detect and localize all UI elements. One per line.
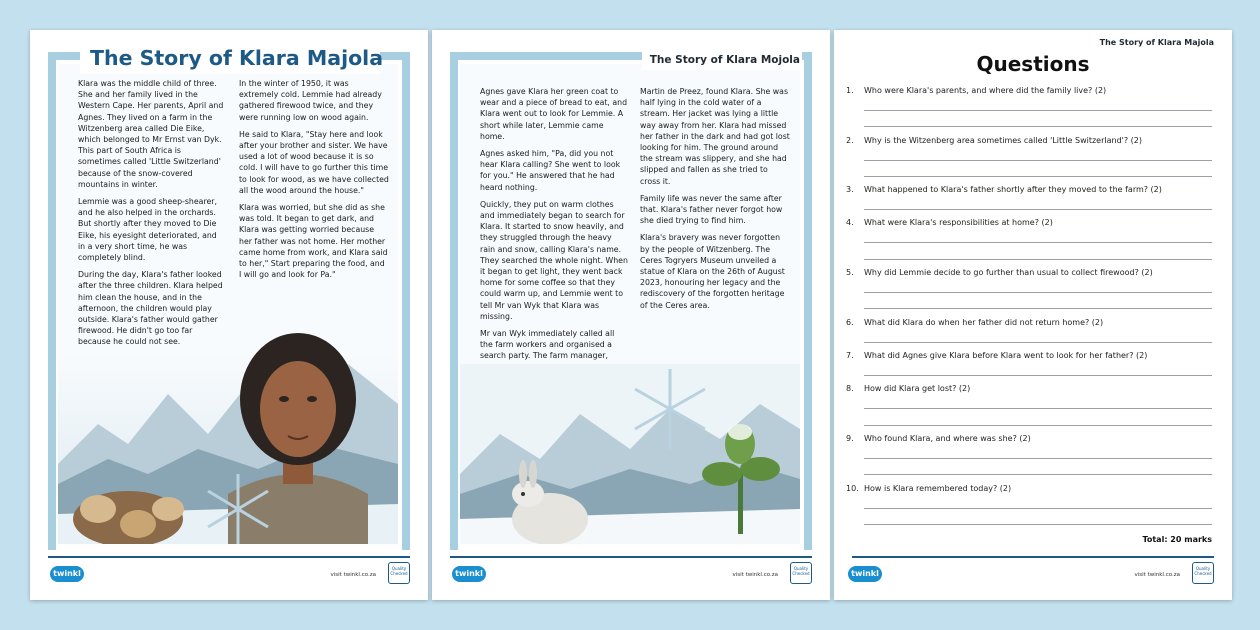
frame-strip [450,52,458,550]
question-text: What were Klara's responsibilities at home? (2) [864,218,1053,227]
question-text: How did Klara get lost? (2) [864,384,971,393]
question-text: How is Klara remembered today? (2) [864,484,1012,493]
question-number: 2. [846,136,854,145]
answer-line[interactable] [864,342,1212,343]
paragraph: Quickly, they put on warm clothes and immediately began to search for Klara. It started to snow heavily, and they struggled through the heavy rain and snow, calling Klara's name. They searched the whole night. When it began to get light, they went back home for some coffee so that they could warm up, and Lemmie went to tell Mr van Wyk that Klara was missing. [480,199,628,321]
question-text: What did Agnes give Klara before Klara went to look for her father? (2) [864,351,1148,360]
question-item [846,351,1212,360]
question-text: What did Klara do when her father did not return home? (2) [864,318,1104,327]
footer-link[interactable]: visit twinkl.co.za [330,572,376,578]
frame-strip [804,52,812,550]
left-column [480,86,628,368]
story-panel [460,64,800,544]
total-marks: Total: 20 marks [1142,535,1212,544]
question-text: Who found Klara, and where was she? (2) [864,434,1031,443]
question-number: 1. [846,86,854,95]
question-number: 10. [846,484,859,493]
twinkl-logo: twinkl [452,566,486,582]
answer-line[interactable] [864,474,1212,475]
answer-line[interactable] [864,458,1212,459]
question-number: 6. [846,318,854,327]
answer-line[interactable] [864,524,1212,525]
question-item [846,136,1212,145]
story-page-1 [30,30,428,600]
paragraph: Klara was the middle child of three. She and her family lived in the Western Cape. Her parents, April and Agnes. They lived on a farm in the Witzenberg area called Die Eike, which belonged to Mr Ernst van Dyk. This part of South Africa is sometimes called 'Little Switzerland' because of the snow-covered mountains in winter. [78,79,224,189]
quality-seal-icon: Quality Checked [1192,562,1214,584]
questions-page [834,30,1232,600]
paragraph: He said to Klara, "Stay here and look after your brother and sister. We have used a lot of wood because it is so cold. I will have to go further this time to look for wood, as we have collected all the wood around the house." [239,129,389,195]
question-number: 8. [846,384,854,393]
frame-strip [402,52,410,550]
answer-line[interactable] [864,176,1212,177]
answer-line[interactable] [864,110,1212,111]
quality-seal-icon: Quality Checked [388,562,410,584]
page-header: The Story of Klara Majola [1099,38,1214,47]
answer-line[interactable] [864,508,1212,509]
question-item [846,484,1212,493]
question-item [846,268,1212,277]
frame-strip [48,52,56,550]
twinkl-logo: twinkl [50,566,84,582]
answer-line[interactable] [864,308,1212,309]
question-text: What happened to Klara's father shortly after they moved to the farm? (2) [864,185,1162,194]
question-number: 4. [846,218,854,227]
question-number: 5. [846,268,854,277]
footer-divider [48,556,410,558]
paragraph: Martin de Preez, found Klara. She was half lying in the cold water of a stream. Her jacket was lying a little way away from her. Klara had missed her father in the dark and had got lost looking for him. The ground around the stream was slippery, and she had slipped and fallen as she tried to cross it. [640,87,790,186]
question-text: Who were Klara's parents, and where did the family live? (2) [864,86,1107,95]
left-column [78,78,226,354]
paragraph: Agnes gave Klara her green coat to wear and a piece of bread to eat, and Klara went out to look for Lemmie. A short while later, Lemmie came home. [480,87,628,141]
answer-line[interactable] [864,126,1212,127]
answer-line[interactable] [864,408,1212,409]
paragraph: Lemmie was a good sheep-shearer, and he also helped in the orchards. But shortly after they moved to Die Eike, his eyesight deteriorated, and in a very short time, he was completely blind. [78,197,217,263]
quality-seal-icon: Quality Checked [790,562,812,584]
answer-line[interactable] [864,259,1212,260]
footer-link[interactable]: visit twinkl.co.za [1134,572,1180,578]
paragraph: During the day, Klara's father looked after the three children. Klara helped him clean the house, and in the afternoon, the children would play outside. Klara's father would gather firewood. He didn't go too far because he could not see. [78,270,223,347]
answer-line[interactable] [864,375,1212,376]
page-title: The Story of Klara Majola [90,46,384,70]
twinkl-logo: twinkl [848,566,882,582]
question-text: Why did Lemmie decide to go further than usual to collect firewood? (2) [864,268,1153,277]
question-number: 9. [846,434,854,443]
footer-link[interactable]: visit twinkl.co.za [732,572,778,578]
paragraph: Agnes asked him, "Pa, did you not hear Klara calling? She went to look for you." He answered that he had heard nothing. [480,149,621,192]
question-number: 3. [846,185,854,194]
right-column [239,78,389,286]
question-item [846,434,1212,443]
paragraph: Family life was never the same after that. Klara's father never forgot how she died trying to find him. [640,193,783,226]
story-page-2 [432,30,830,600]
firewood-icon [73,491,184,544]
paragraph: Klara was worried, but she did as she was told. It began to get dark, and Klara was getting worried because her father was not home. Her mother came home from work, and Klara said to her," Start preparing the food, and I will go and look for Pa." [239,203,388,280]
paragraph: In the winter of 1950, it was extremely cold. Lemmie had already gathered firewood twice, and they were running low on wood again. [239,79,382,122]
paragraph: Klara's bravery was never forgotten by the people of Witzenberg. The Ceres Togryers Museum unveiled a statue of Klara on the 26th of August 2023, honouring her legacy and the rediscovery of the forgotten heritage of the Ceres area. [640,233,785,310]
question-item [846,384,1212,393]
right-column [640,86,790,317]
question-text: Why is the Witzenberg area sometimes called 'Little Switzerland'? (2) [864,136,1142,145]
footer-divider [450,556,812,558]
page-title: The Story of Klara Mojola [649,54,800,66]
answer-line[interactable] [864,292,1212,293]
question-item [846,86,1212,95]
questions-title: Questions [976,52,1090,76]
paragraph: Mr van Wyk immediately called all the farm workers and organised a search party. The farm manager, [480,329,615,361]
footer-divider [852,556,1214,558]
answer-line[interactable] [864,209,1212,210]
question-item [846,185,1212,194]
question-number: 7. [846,351,854,360]
answer-line[interactable] [864,242,1212,243]
answer-line[interactable] [864,425,1212,426]
question-item [846,318,1212,327]
question-item [846,218,1212,227]
answer-line[interactable] [864,160,1212,161]
story-panel [58,64,398,544]
